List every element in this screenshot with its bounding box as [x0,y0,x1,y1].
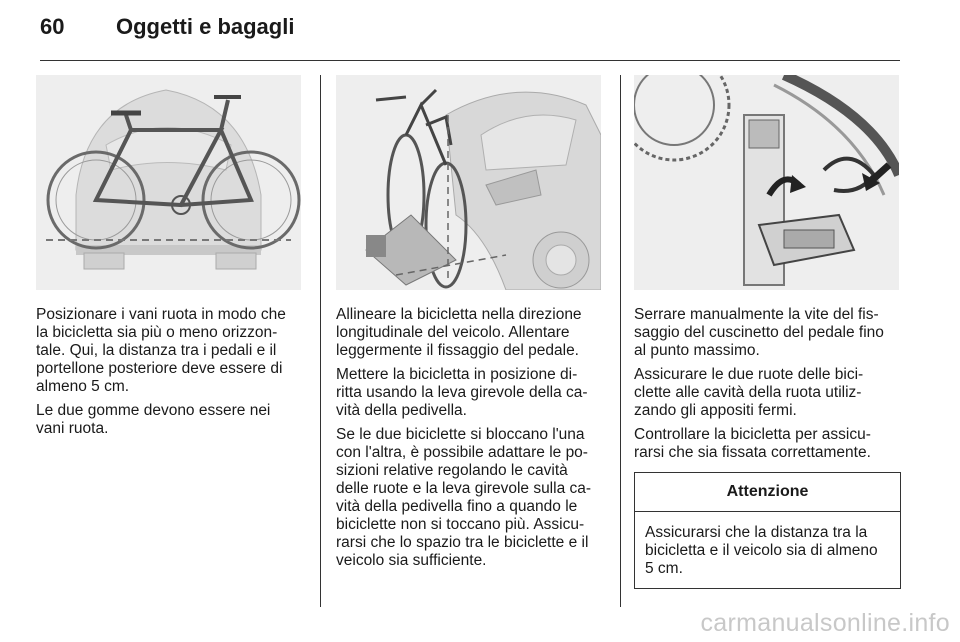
warning-body: Assicurarsi che la distanza tra la bicicletta e il veicolo sia di almeno 5 cm. [645,524,878,577]
watermark: carmanualsonline.info [700,609,950,637]
column-1-text [36,306,301,438]
column-2-text [336,306,601,570]
page-header [40,14,294,50]
column-divider-1 [320,75,321,607]
paragraph: Serrare manualmente la vite del fis-saggio del cuscinetto del pedale fino al punto massimo. [634,306,884,359]
warning-title: Attenzione [635,473,900,512]
bicycle-mounted-on-car-illustration-icon [336,75,601,290]
column-3 [634,75,899,589]
paragraph: Le due gomme devono essere nei vani ruota. [36,402,271,437]
column-1 [36,75,301,444]
bicycle-rear-carrier-illustration-icon [36,75,301,290]
pedal-fastening-detail-illustration-icon [634,75,899,290]
header-rule [40,60,900,61]
paragraph: Allineare la bicicletta nella direzione longitudinale del veicolo. Allentare leggermente il fissaggio del pedale. [336,306,582,359]
paragraph: Controllare la bicicletta per assicu-rarsi che sia fissata correttamente. [634,426,871,461]
paragraph: Se le due biciclette si bloccano l'una con l'altra, è possibile adattare le po-sizioni relative regolando le cavità delle ruote e la leva girevole sulla ca-vità della pedivella fino a quando le biciclette non si toccano più. Assicu-rarsi che lo spazio tra le biciclette e il veicolo sia sufficiente. [336,426,592,569]
warning-box [634,472,901,589]
column-3-text [634,306,899,462]
paragraph: Assicurare le due ruote delle bici-clette alle cavità della ruota utiliz-zando gli appositi fermi. [634,366,864,419]
page-title: Oggetti e bagagli [116,14,295,39]
page-number: 60 [40,14,65,39]
column-divider-2 [620,75,621,607]
column-2 [336,75,601,576]
paragraph: Mettere la bicicletta in posizione di-ritta usando la leva girevole della ca-vità della pedivella. [336,366,588,419]
paragraph: Posizionare i vani ruota in modo che la bicicletta sia più o meno orizzon-tale. Qui, la distanza tra i pedali e il portellone posteriore deve essere di almeno 5 cm. [36,306,286,395]
